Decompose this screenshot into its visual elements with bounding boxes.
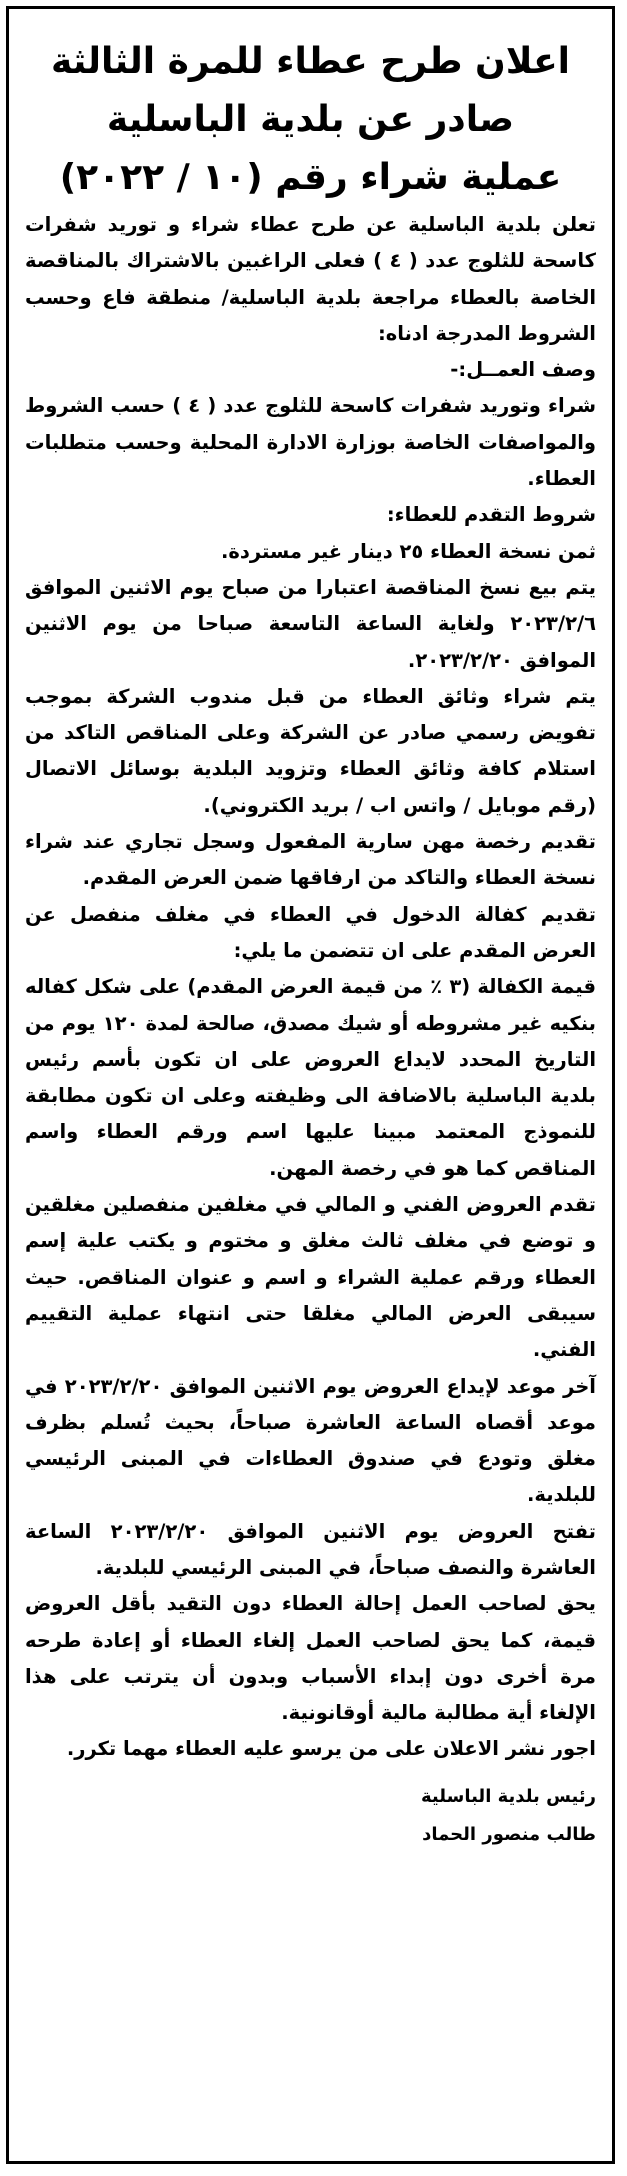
signature-name: طالب منصور الحماد [422, 1823, 596, 1845]
copy-price: ثمن نسخة العطاء ٢٥ دينار غير مستردة. [220, 539, 596, 563]
intro-paragraph: تعلن بلدية الباسلية عن طرح عطاء شراء و توريد شفرات كاسحة للثلوج عدد ( ٤ ) فعلى الراغبين بالاشتراك بالمناقصة الخاصة بالعطاء مراجعة بلدية الباسلية/ منطقة فاع وحسب الشروط المدرجة ادناه: [25, 213, 596, 345]
work-description: شراء وتوريد شفرات كاسحة للثلوج عدد ( ٤ ) حسب الشروط والمواصفات الخاصة بوزارة الادارة المحلية وحسب متطلبات العطاء. [25, 394, 596, 491]
title-line-1: اعلان طرح عطاء للمرة الثالثة [50, 41, 571, 82]
license-requirement: تقديم رخصة مهن سارية المفعول وسجل تجاري عند شراء نسخة العطاء والتاكد من ارفاقها ضمن العرض المقدم. [25, 830, 596, 890]
guarantee-details: قيمة الكفالة (٣ ٪ من قيمة العرض المقدم) على شكل كفاله بنكيه غير مشروطه أو شيك مصدق، صالحة لمدة ١٢٠ يوم من التاريخ المحدد لايداع العروض على ان تكون بأسم رئيس بلدية الباسلية بالاضافة الى وظيفته وعلى ان تكون مطابقة للنموذج المعتمد مبينا عليها اسم ورقم العطاء واسم المناقص كما هو في رخصة المهن. [25, 975, 597, 1180]
sale-period: يتم بيع نسخ المناقصة اعتبارا من صباح يوم الاثنين الموافق ٢٠٢٣/٢/٦ ولغاية الساعة التاسعة صباحا من يوم الاثنين الموافق ٢٠٢٣/٢/٢٠. [25, 575, 596, 672]
offers-opening: تفتح العروض يوم الاثنين الموافق ٢٠٢٣/٢/٢٠ الساعة العاشرة والنصف صباحاً، في المبنى الرئيسي للبلدية. [25, 1519, 596, 1579]
publication-fees: اجور نشر الاعلان على من يرسو عليه العطاء مهما تكرر. [66, 1737, 596, 1761]
title-line-3: عملية شراء رقم (١٠ / ٢٠٢٢) [59, 157, 562, 198]
guarantee-intro: تقديم كفالة الدخول في العطاء في مغلف منفصل عن العرض المقدم على ان تتضمن ما يلي: [25, 902, 596, 962]
title-line-2: صادر عن بلدية الباسلية [106, 99, 515, 140]
purchase-documents: يتم شراء وثائق العطاء من قبل مندوب الشركة بموجب تفويض رسمي صادر عن الشركة وعلى المناقص التاكد من استلام كافة وثائق العطاء وتزويد البلدية بوسائل الاتصال (رقم موبايل / واتس اب / بريد الكتروني). [25, 684, 596, 817]
announcement-content [9, 9, 612, 1854]
conditions-heading: شروط التقدم للعطاء: [386, 503, 596, 527]
owner-rights: يحق لصاحب العمل إحالة العطاء دون التقيد بأقل العروض قيمة، كما يحق لصاحب العمل إلغاء العطاء أو إعادة طرحه مرة أخرى دون إبداء الأسباب وبدون أن يترتب على هذا الإلغاء أية مطالبة مالية أوقانونية. [25, 1592, 596, 1725]
work-heading: وصف العمــل:- [450, 358, 596, 382]
submission-deadline: آخر موعد لإيداع العروض يوم الاثنين الموافق ٢٠٢٣/٢/٢٠ في موعد أقصاه الساعة العاشرة صباحاً، بحيث تُسلم بظرف مغلق وتودع في صندوق العطاءات في المبنى الرئيسي للبلدية. [25, 1374, 596, 1507]
announcement-frame [6, 6, 615, 2164]
offers-submission: تقدم العروض الفني و المالي في مغلفين منفصلين مغلقين و توضع في مغلف ثالث مغلق و مختوم و يكتب علية إسم العطاء ورقم عملية الشراء و اسم و عنوان المناقص. حيث سيبقى العرض المالي مغلقا حتى انتهاء عملية التقييم الفني. [25, 1193, 596, 1362]
signature-role: رئيس بلدية الباسلية [421, 1785, 596, 1807]
